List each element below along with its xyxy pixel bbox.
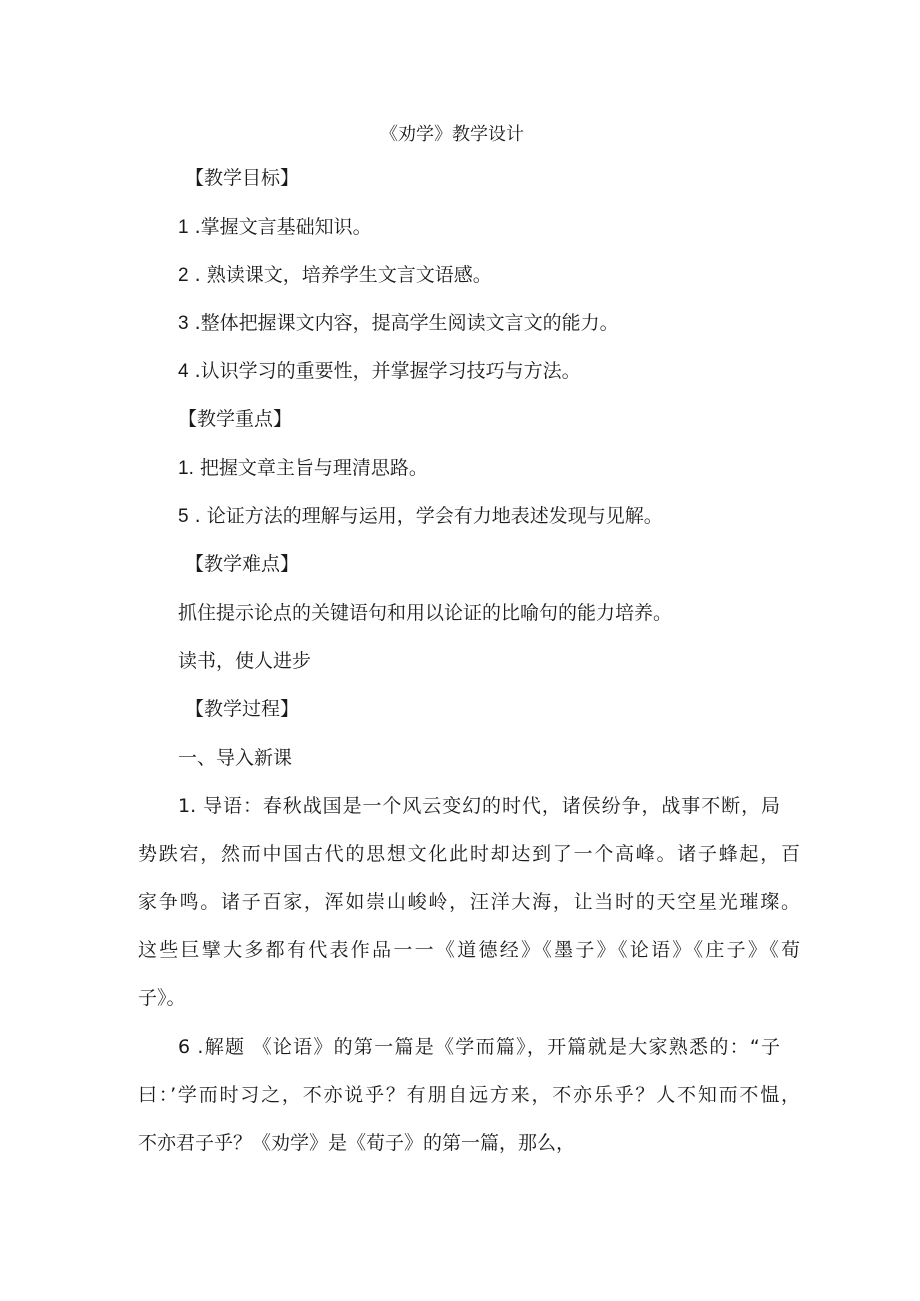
key-point-2 (178, 503, 663, 530)
goal-text: .整体把握课文内容，提高学生阅读文言文的能力。 (188, 312, 619, 334)
intro-line-2: 势跌宕，然而中国古代的思想文化此时却达到了一个高峰。诸子蜂起，百 (138, 843, 800, 865)
section-heading-goals: 【教学目标】 (185, 167, 300, 189)
section-heading-process: 【教学过程】 (185, 698, 300, 720)
intro-line-3: 家争鸣。诸子百家，浑如崇山峻岭，汪洋大海，让当时的天空星光璀璨。 (138, 891, 800, 913)
key-point-1 (178, 455, 428, 482)
key-point-text: 把握文章主旨与理清思路。 (193, 457, 428, 479)
topic-line-2: 曰：’学而时习之，不亦说乎？有朋自远方来，不亦乐乎？人不知而不愠， (138, 1084, 800, 1106)
page-title: 《劝学》教学设计 (380, 124, 524, 145)
key-point-number: 5 (178, 506, 189, 527)
goal-text: .掌握文言基础知识。 (188, 216, 372, 238)
difficulty-text: 抓住提示论点的关键语句和用以论证的比喻句的能力培养。 (178, 602, 673, 624)
topic-line-1: 6 .解题 《论语》的第一篇是《学而篇》，开篇就是大家熟悉的：“子 (178, 1036, 780, 1058)
reading-note: 读书，使人进步 (178, 650, 312, 672)
goal-item-4 (178, 358, 581, 385)
topic-line-3: 不亦君子乎？《劝学》是《荀子》的第一篇，那么， (138, 1132, 576, 1154)
key-point-number: 1. (178, 458, 194, 479)
goal-number: 3 (178, 313, 189, 334)
section-heading-difficulty: 【教学难点】 (185, 553, 300, 575)
goal-number: 4 (178, 361, 189, 382)
intro-line-4: 这些巨擘大多都有代表作品一一《道德经》《墨子》《论语》《庄子》《荀 (138, 939, 800, 961)
goal-item-1 (178, 214, 372, 241)
section-heading-key: 【教学重点】 (178, 408, 293, 430)
intro-line-1: 1. 导语：春秋战国是一个风云变幻的时代，诸侯纷争，战事不断，局 (178, 795, 780, 817)
goal-number: 1 (178, 217, 189, 238)
goal-item-3 (178, 310, 619, 337)
goal-number: 2 (178, 265, 189, 286)
goal-item-2 (178, 262, 492, 289)
goal-text: .认识学习的重要性，并掌握学习技巧与方法。 (188, 360, 581, 382)
part-one-heading: 一、导入新课 (178, 747, 293, 769)
goal-text: . 熟读课文，培养学生文言文语感。 (188, 264, 492, 286)
intro-line-5: 子》。 (138, 987, 186, 1009)
key-point-text: . 论证方法的理解与运用，学会有力地表述发现与见解。 (188, 505, 663, 527)
